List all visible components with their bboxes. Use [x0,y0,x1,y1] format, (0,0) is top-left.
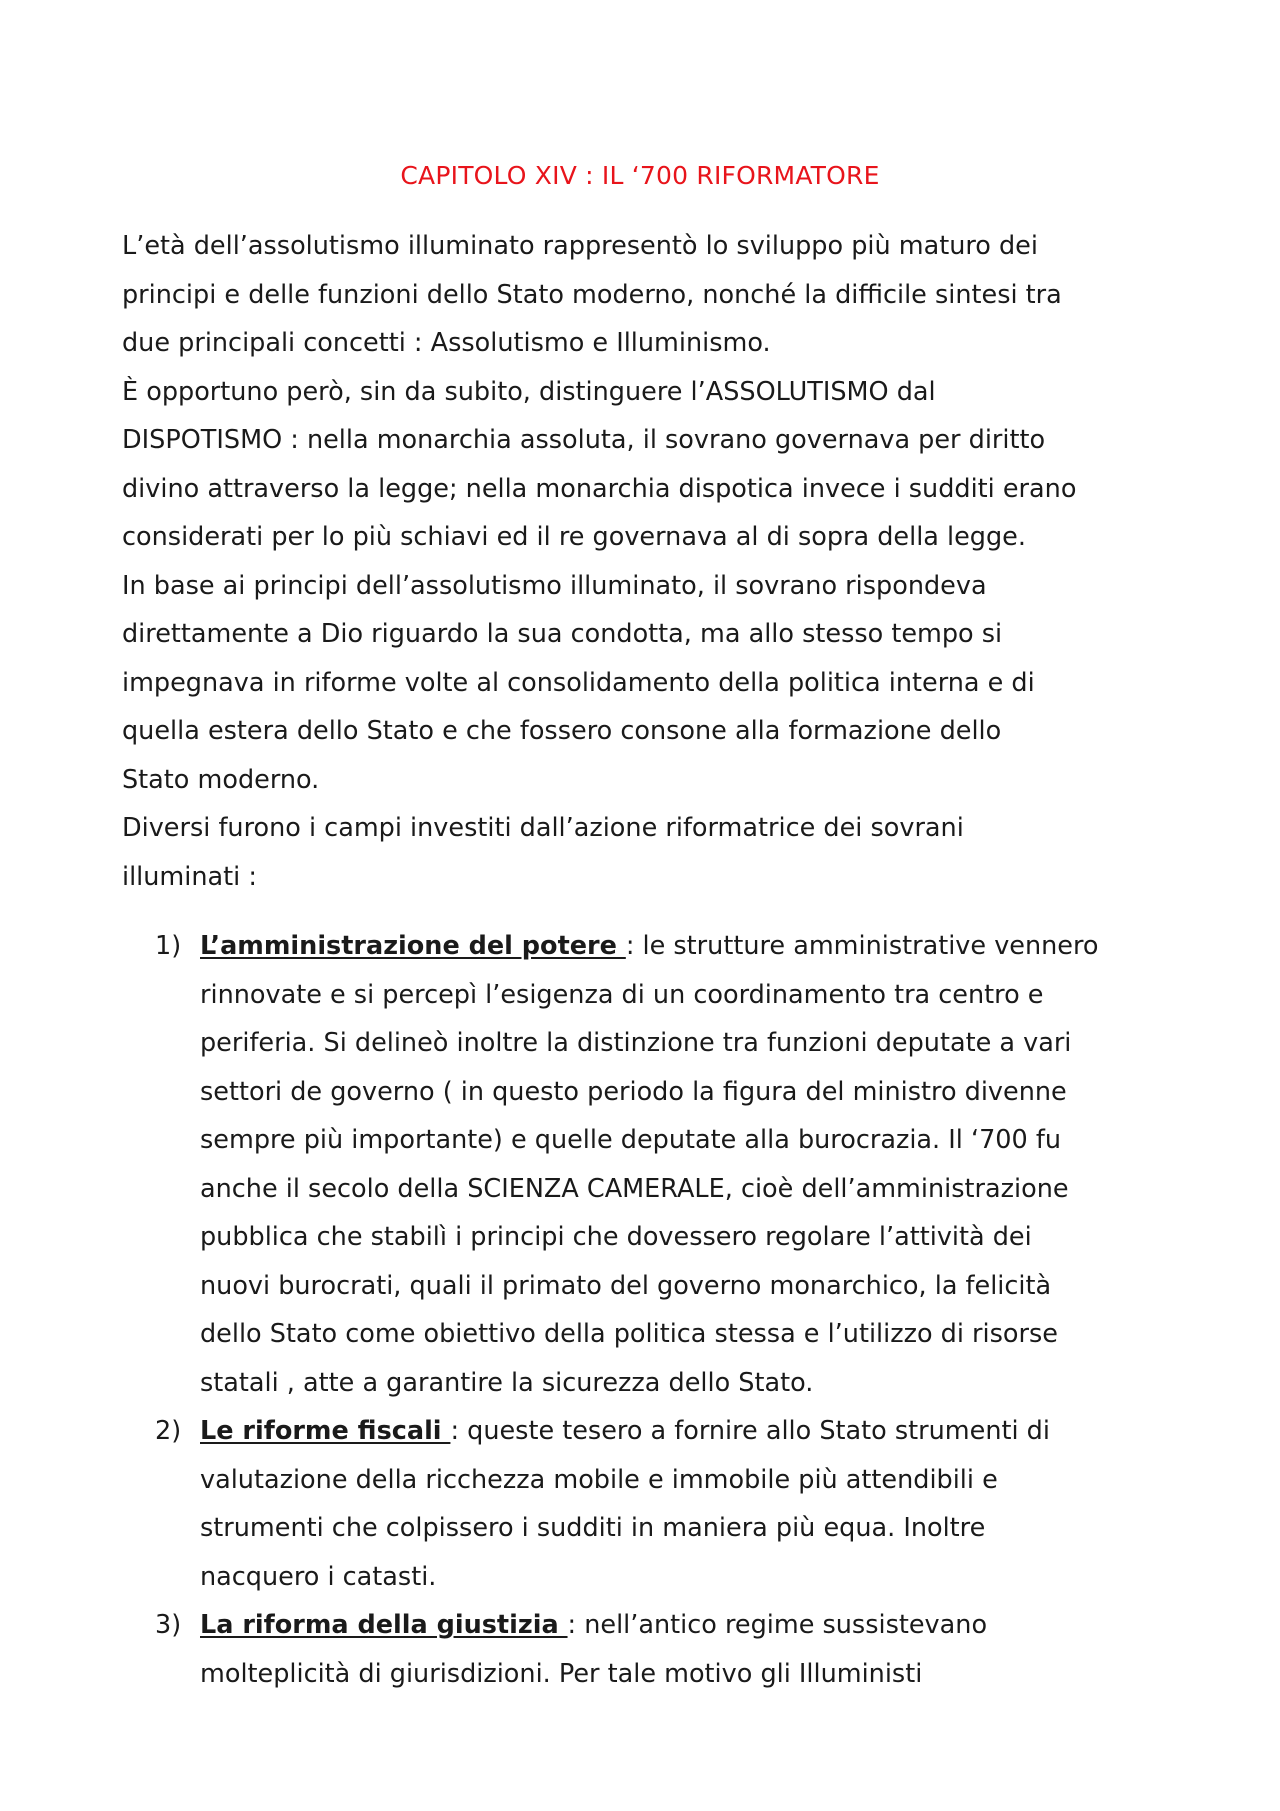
list-number: 2) [155,1416,182,1446]
text-line: nuovi burocrati, quali il primato del governo monarchico, la felicità [200,1270,1052,1301]
text-line: È opportuno però, sin da subito, distinguere l’ASSOLUTISMO dal [122,376,936,407]
text-line: anche il secolo della SCIENZA CAMERALE, cioè dell’amministrazione [200,1173,1069,1204]
text-line: settori de governo ( in questo periodo la figura del ministro divenne [200,1076,1067,1107]
list-item [0,922,1280,1407]
text-line: impegnava in riforme volte al consolidamento della politica interna e di [122,667,1035,698]
text-line: dello Stato come obiettivo della politica stessa e l’utilizzo di risorse [200,1319,1058,1349]
item-heading: La riforma della giustizia [200,1610,568,1640]
text-line: considerati per lo più schiavi ed il re governava al di sopra della legge. [122,522,1026,552]
text-line: valutazione della ricchezza mobile e immobile più attendibili e [200,1464,998,1495]
text-line: molteplicità di giurisdizioni. Per tale motivo gli Illuministi [200,1658,923,1689]
text-line: periferia. Si delineò inoltre la distinzione tra funzioni deputate a vari [200,1028,1072,1058]
text-line: strumenti che colpissero i sudditi in maniera più equa. Inoltre [200,1513,986,1543]
item-heading: Le riforme fiscali [200,1416,451,1446]
item-first-line [200,1601,1280,1650]
text-line: nacquero i catasti. [200,1561,437,1592]
text-line: statali , atte a garantire la sicurezza dello Stato. [200,1367,814,1398]
text-line: sempre più importante) e quelle deputate alla burocrazia. Il ‘700 fu [200,1125,1061,1155]
text-line: pubblica che stabilì i principi che dovessero regolare l’attività dei [200,1222,1032,1252]
text-line: quella estera dello Stato e che fossero consone alla formazione dello [122,716,1002,746]
reform-list [0,922,1280,1698]
text-line: Diversi furono i campi investiti dall’azione riformatrice dei sovrani [122,813,964,843]
text-line: due principali concetti : Assolutismo e Illuminismo. [122,328,771,358]
list-item [0,1601,1280,1698]
item-first-line [200,922,1280,971]
intro-paragraph [122,222,1182,901]
item-text: : queste tesero a fornire allo Stato strumenti di [450,1416,1050,1446]
list-number: 3) [155,1610,182,1640]
text-line: divino attraverso la legge; nella monarchia dispotica invece i sudditi erano [122,473,1077,504]
item-text: : le strutture amministrative vennero [625,931,1099,961]
list-item [0,1407,1280,1601]
item-text: : nell’antico regime sussistevano [567,1610,988,1640]
text-line: In base ai principi dell’assolutismo illuminato, il sovrano rispondeva [122,570,987,601]
text-line: Stato moderno. [122,764,320,795]
chapter-title: CAPITOLO XIV : IL ‘700 RIFORMATORE [400,161,880,190]
text-line: rinnovate e si percepì l’esigenza di un coordinamento tra centro e [200,979,1044,1010]
list-number: 1) [155,931,182,961]
item-heading: L’amministrazione del potere [200,931,626,961]
text-line: illuminati : [122,861,257,892]
item-first-line [200,1407,1280,1456]
text-line: L’età dell’assolutismo illuminato rappresentò lo sviluppo più maturo dei [122,231,1038,261]
text-line: principi e delle funzioni dello Stato moderno, nonché la difficile sintesi tra [122,279,1062,310]
text-line: DISPOTISMO : nella monarchia assoluta, il sovrano governava per diritto [122,425,1046,455]
text-line: direttamente a Dio riguardo la sua condotta, ma allo stesso tempo si [122,619,1003,649]
